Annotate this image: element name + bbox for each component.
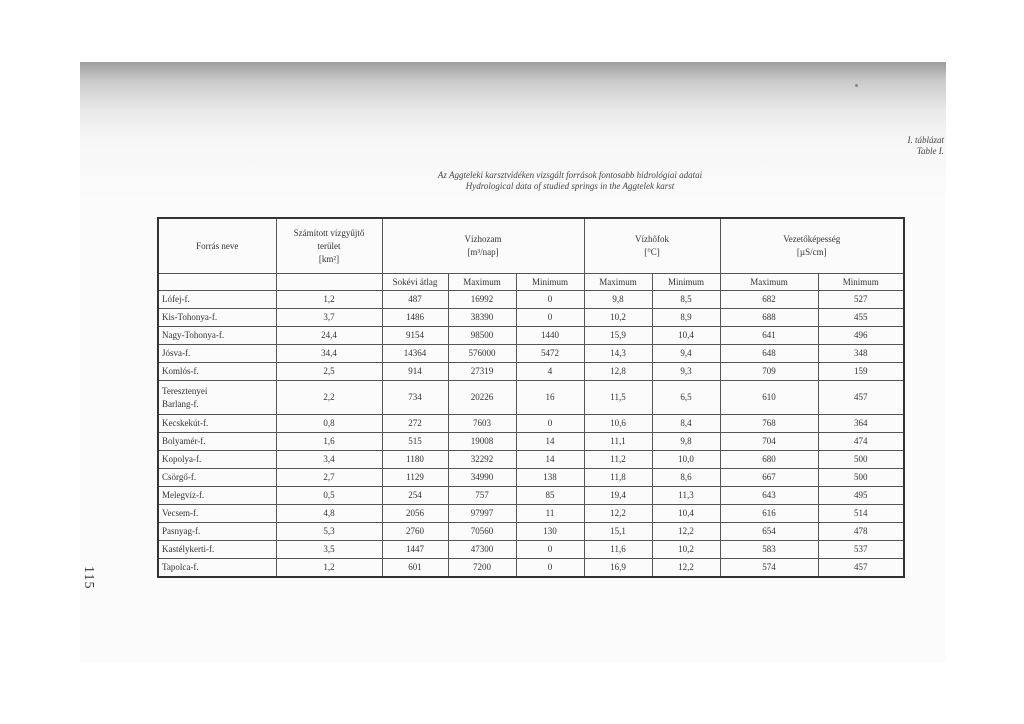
spring-name-cell: Csörgő-f. xyxy=(158,469,276,487)
cond-max-cell: 680 xyxy=(720,451,818,469)
cond-max-cell: 648 xyxy=(720,345,818,363)
discharge-min-cell: 0 xyxy=(516,309,584,327)
discharge-min-cell: 138 xyxy=(516,469,584,487)
discharge-max-cell: 32292 xyxy=(448,451,516,469)
temp-max-cell: 19,4 xyxy=(584,487,652,505)
table-row xyxy=(158,309,904,327)
spring-name-cell: Jósva-f. xyxy=(158,345,276,363)
table-row xyxy=(158,363,904,381)
caption-en: Hydrological data of studied springs in the Aggtelek karst xyxy=(465,181,675,191)
temp-min-cell: 10,2 xyxy=(652,541,720,559)
temp-min-cell: 10,4 xyxy=(652,327,720,345)
table-caption xyxy=(380,170,760,192)
temp-max-cell: 10,2 xyxy=(584,309,652,327)
temp-min-cell: 9,3 xyxy=(652,363,720,381)
area-cell: 4,8 xyxy=(276,505,382,523)
area-cell: 1,2 xyxy=(276,291,382,309)
discharge-avg-cell: 1129 xyxy=(382,469,448,487)
spring-name-cell: Kis-Tohonya-f. xyxy=(158,309,276,327)
table-row xyxy=(158,291,904,309)
cond-min-cell: 478 xyxy=(818,523,904,541)
table-row xyxy=(158,451,904,469)
discharge-max-cell: 16992 xyxy=(448,291,516,309)
subheader-cell: Maximum xyxy=(584,274,652,291)
discharge-avg-cell: 1180 xyxy=(382,451,448,469)
temp-min-cell: 11,3 xyxy=(652,487,720,505)
header-conductivity: Vezetőképesség [µS/cm] xyxy=(720,218,904,274)
discharge-min-cell: 14 xyxy=(516,433,584,451)
area-cell: 1,2 xyxy=(276,559,382,578)
temp-min-cell: 12,2 xyxy=(652,559,720,578)
temp-max-cell: 15,1 xyxy=(584,523,652,541)
temp-max-cell: 11,1 xyxy=(584,433,652,451)
header-spring-name: Forrás neve xyxy=(158,218,276,274)
cond-min-cell: 348 xyxy=(818,345,904,363)
hydrology-table xyxy=(157,217,905,578)
header-catchment-area: Számított vízgyűjtő terület [km²] xyxy=(276,218,382,274)
cond-min-cell: 457 xyxy=(818,381,904,415)
temp-max-cell: 10,6 xyxy=(584,415,652,433)
temp-min-cell: 9,8 xyxy=(652,433,720,451)
cond-max-cell: 709 xyxy=(720,363,818,381)
spring-name-cell: Vecsem-f. xyxy=(158,505,276,523)
area-cell: 0,5 xyxy=(276,487,382,505)
subheader-row xyxy=(158,274,904,291)
table-row xyxy=(158,523,904,541)
cond-min-cell: 500 xyxy=(818,451,904,469)
discharge-avg-cell: 914 xyxy=(382,363,448,381)
cond-min-cell: 455 xyxy=(818,309,904,327)
discharge-max-cell: 7603 xyxy=(448,415,516,433)
discharge-min-cell: 0 xyxy=(516,559,584,578)
cond-max-cell: 643 xyxy=(720,487,818,505)
cond-min-cell: 496 xyxy=(818,327,904,345)
discharge-avg-cell: 601 xyxy=(382,559,448,578)
cond-max-cell: 610 xyxy=(720,381,818,415)
discharge-avg-cell: 272 xyxy=(382,415,448,433)
table-row xyxy=(158,345,904,363)
spring-name-cell: Melegvíz-f. xyxy=(158,487,276,505)
discharge-avg-cell: 1447 xyxy=(382,541,448,559)
area-cell: 2,5 xyxy=(276,363,382,381)
discharge-max-cell: 19008 xyxy=(448,433,516,451)
table-row xyxy=(158,381,904,415)
discharge-min-cell: 14 xyxy=(516,451,584,469)
discharge-avg-cell: 2056 xyxy=(382,505,448,523)
temp-min-cell: 8,6 xyxy=(652,469,720,487)
subheader-empty xyxy=(276,274,382,291)
temp-min-cell: 10,0 xyxy=(652,451,720,469)
cond-min-cell: 527 xyxy=(818,291,904,309)
temp-min-cell: 8,5 xyxy=(652,291,720,309)
discharge-avg-cell: 1486 xyxy=(382,309,448,327)
spring-name-cell xyxy=(158,381,276,415)
cond-max-cell: 768 xyxy=(720,415,818,433)
area-cell: 24,4 xyxy=(276,327,382,345)
table-row xyxy=(158,541,904,559)
area-cell: 5,3 xyxy=(276,523,382,541)
table-row xyxy=(158,505,904,523)
cond-max-cell: 682 xyxy=(720,291,818,309)
table-number-en: Table I. xyxy=(916,146,944,156)
discharge-min-cell: 16 xyxy=(516,381,584,415)
discharge-max-cell: 576000 xyxy=(448,345,516,363)
subheader-cell: Maximum xyxy=(448,274,516,291)
temp-min-cell: 8,4 xyxy=(652,415,720,433)
temp-min-cell: 8,9 xyxy=(652,309,720,327)
subheader-empty xyxy=(158,274,276,291)
temp-max-cell: 11,2 xyxy=(584,451,652,469)
cond-max-cell: 583 xyxy=(720,541,818,559)
discharge-avg-cell: 2760 xyxy=(382,523,448,541)
table-row xyxy=(158,433,904,451)
temp-min-cell: 12,2 xyxy=(652,523,720,541)
cond-min-cell: 514 xyxy=(818,505,904,523)
cond-min-cell: 537 xyxy=(818,541,904,559)
spring-name-line: Barlang-f. xyxy=(162,398,199,409)
header-water-temperature: Vízhőfok [°C] xyxy=(584,218,720,274)
area-cell: 0,8 xyxy=(276,415,382,433)
spring-name-cell: Komlós-f. xyxy=(158,363,276,381)
area-cell: 3,5 xyxy=(276,541,382,559)
spring-name-cell: Pasnyag-f. xyxy=(158,523,276,541)
discharge-min-cell: 0 xyxy=(516,541,584,559)
discharge-max-cell: 34990 xyxy=(448,469,516,487)
cond-max-cell: 688 xyxy=(720,309,818,327)
area-cell: 2,2 xyxy=(276,381,382,415)
temp-min-cell: 9,4 xyxy=(652,345,720,363)
discharge-min-cell: 5472 xyxy=(516,345,584,363)
subheader-cell: Minimum xyxy=(652,274,720,291)
discharge-min-cell: 0 xyxy=(516,291,584,309)
cond-max-cell: 574 xyxy=(720,559,818,578)
discharge-min-cell: 85 xyxy=(516,487,584,505)
spring-name-cell: Kopolya-f. xyxy=(158,451,276,469)
cond-max-cell: 667 xyxy=(720,469,818,487)
discharge-max-cell: 7200 xyxy=(448,559,516,578)
subheader-cell: Sokévi átlag xyxy=(382,274,448,291)
cond-min-cell: 159 xyxy=(818,363,904,381)
discharge-max-cell: 98500 xyxy=(448,327,516,345)
temp-max-cell: 11,5 xyxy=(584,381,652,415)
discharge-min-cell: 4 xyxy=(516,363,584,381)
spring-name-cell: Kecskekút-f. xyxy=(158,415,276,433)
table-row xyxy=(158,327,904,345)
spring-name-cell: Bolyamér-f. xyxy=(158,433,276,451)
spring-name-cell: Tapolca-f. xyxy=(158,559,276,578)
discharge-max-cell: 70560 xyxy=(448,523,516,541)
discharge-max-cell: 97997 xyxy=(448,505,516,523)
cond-min-cell: 364 xyxy=(818,415,904,433)
discharge-max-cell: 27319 xyxy=(448,363,516,381)
area-cell: 34,4 xyxy=(276,345,382,363)
table-row xyxy=(158,559,904,578)
temp-max-cell: 11,8 xyxy=(584,469,652,487)
spring-name-cell: Kastélykerti-f. xyxy=(158,541,276,559)
cond-min-cell: 474 xyxy=(818,433,904,451)
temp-max-cell: 9,8 xyxy=(584,291,652,309)
caption-hu: Az Aggteleki karsztvidéken vizsgált források fontosabb hidrológiai adatai xyxy=(437,170,703,180)
discharge-max-cell: 757 xyxy=(448,487,516,505)
discharge-avg-cell: 515 xyxy=(382,433,448,451)
area-cell: 1,6 xyxy=(276,433,382,451)
table-row xyxy=(158,415,904,433)
spring-name-line: Teresztenyei xyxy=(162,385,208,396)
area-cell: 2,7 xyxy=(276,469,382,487)
discharge-max-cell: 38390 xyxy=(448,309,516,327)
discharge-avg-cell: 254 xyxy=(382,487,448,505)
table-number xyxy=(907,135,944,157)
header-row xyxy=(158,218,904,274)
cond-max-cell: 616 xyxy=(720,505,818,523)
table-row xyxy=(158,469,904,487)
discharge-avg-cell: 734 xyxy=(382,381,448,415)
temp-max-cell: 15,9 xyxy=(584,327,652,345)
temp-max-cell: 16,9 xyxy=(584,559,652,578)
area-cell: 3,4 xyxy=(276,451,382,469)
header-discharge: Vízhozam [m³/nap] xyxy=(382,218,584,274)
subheader-cell: Minimum xyxy=(516,274,584,291)
temp-max-cell: 12,8 xyxy=(584,363,652,381)
temp-max-cell: 12,2 xyxy=(584,505,652,523)
discharge-min-cell: 11 xyxy=(516,505,584,523)
discharge-min-cell: 130 xyxy=(516,523,584,541)
area-cell: 3,7 xyxy=(276,309,382,327)
subheader-cell: Minimum xyxy=(818,274,904,291)
temp-min-cell: 6,5 xyxy=(652,381,720,415)
table-row xyxy=(158,487,904,505)
page-number: 115 xyxy=(81,566,96,590)
temp-min-cell: 10,4 xyxy=(652,505,720,523)
table-number-hu: I. táblázat xyxy=(907,135,944,145)
cond-min-cell: 500 xyxy=(818,469,904,487)
scan-speck xyxy=(855,84,858,87)
subheader-cell: Maximum xyxy=(720,274,818,291)
cond-max-cell: 641 xyxy=(720,327,818,345)
discharge-max-cell: 47300 xyxy=(448,541,516,559)
cond-max-cell: 654 xyxy=(720,523,818,541)
discharge-min-cell: 1440 xyxy=(516,327,584,345)
discharge-max-cell: 20226 xyxy=(448,381,516,415)
cond-min-cell: 495 xyxy=(818,487,904,505)
discharge-avg-cell: 9154 xyxy=(382,327,448,345)
cond-min-cell: 457 xyxy=(818,559,904,578)
cond-max-cell: 704 xyxy=(720,433,818,451)
temp-max-cell: 11,6 xyxy=(584,541,652,559)
spring-name-cell: Nagy-Tohonya-f. xyxy=(158,327,276,345)
spring-name-cell: Lófej-f. xyxy=(158,291,276,309)
discharge-min-cell: 0 xyxy=(516,415,584,433)
discharge-avg-cell: 487 xyxy=(382,291,448,309)
temp-max-cell: 14,3 xyxy=(584,345,652,363)
discharge-avg-cell: 14364 xyxy=(382,345,448,363)
